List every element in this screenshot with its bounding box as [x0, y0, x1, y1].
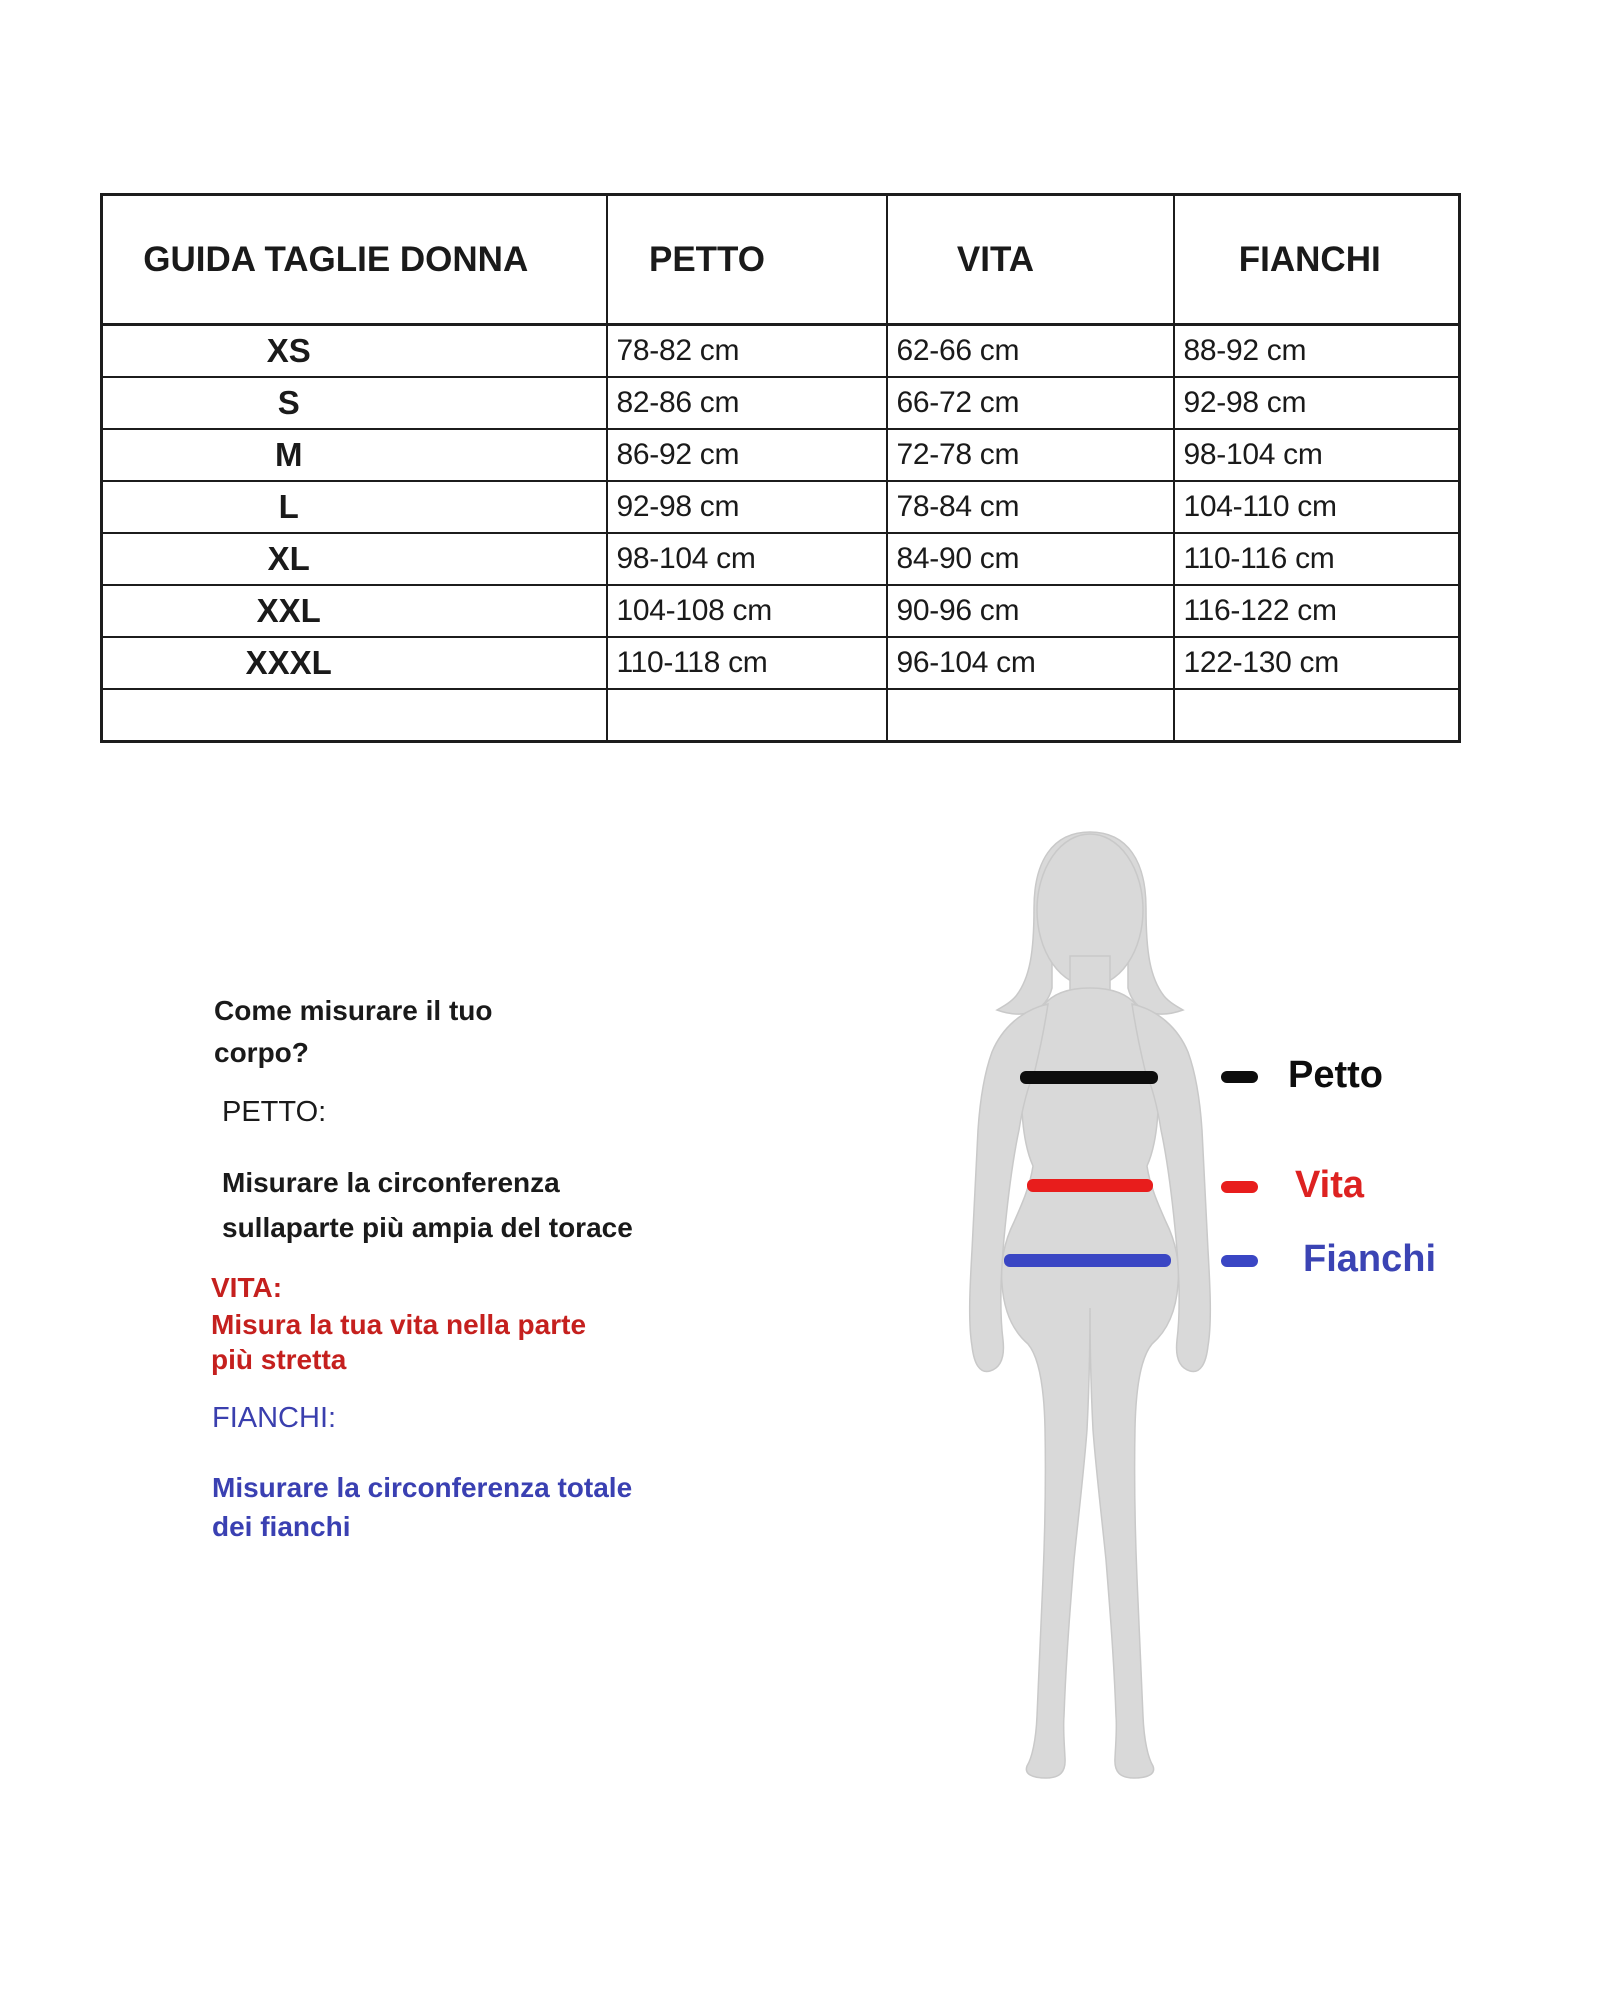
- fianchi-cell: [1174, 689, 1460, 741]
- vita-legend-dash: [1221, 1181, 1258, 1193]
- torso-legs-shape: [1002, 988, 1179, 1778]
- vita-section-label: VITA:: [211, 1272, 283, 1303]
- fianchi-section-text: [212, 1468, 632, 1546]
- size-cell: XXL: [102, 585, 607, 637]
- petto-cell: 92-98 cm: [607, 481, 887, 533]
- petto-cell: [607, 689, 887, 741]
- vita-text-line-2: più stretta: [211, 1344, 347, 1375]
- petto-legend-label: Petto: [1288, 1054, 1383, 1096]
- fianchi-cell: 110-116 cm: [1174, 533, 1460, 585]
- table-row: [102, 533, 1460, 585]
- petto-cell: 78-82 cm: [607, 325, 887, 377]
- column-header-guide: GUIDA TAGLIE DONNA: [102, 195, 607, 325]
- column-header-vita: VITA: [887, 195, 1174, 325]
- petto-cell: 110-118 cm: [607, 637, 887, 689]
- fianchi-section-label: FIANCHI:: [212, 1402, 337, 1434]
- table-row-empty: [102, 689, 1460, 741]
- fianchi-cell: 122-130 cm: [1174, 637, 1460, 689]
- vita-cell: 72-78 cm: [887, 429, 1174, 481]
- table-row: [102, 325, 1460, 377]
- hips-measure-line: [1004, 1254, 1171, 1267]
- petto-section-text: [222, 1160, 633, 1250]
- column-header-fianchi: FIANCHI: [1174, 195, 1460, 325]
- fianchi-legend-label: Fianchi: [1303, 1238, 1437, 1280]
- petto-cell: 82-86 cm: [607, 377, 887, 429]
- petto-legend-dash: [1221, 1071, 1258, 1083]
- petto-text-line-1: Misurare la circonferenza: [222, 1167, 560, 1198]
- table-row: [102, 637, 1460, 689]
- vita-legend-label: Vita: [1295, 1164, 1365, 1206]
- size-guide-table: [100, 193, 1461, 743]
- vita-cell: 66-72 cm: [887, 377, 1174, 429]
- body-silhouette: [940, 830, 1480, 1790]
- petto-cell: 98-104 cm: [607, 533, 887, 585]
- size-cell: L: [102, 481, 607, 533]
- petto-section-label: PETTO:: [222, 1096, 327, 1128]
- waist-measure-line: [1027, 1179, 1153, 1192]
- vita-text-line-1: Misura la tua vita nella parte: [211, 1309, 587, 1340]
- chest-measure-line: [1020, 1071, 1158, 1084]
- size-cell: M: [102, 429, 607, 481]
- fianchi-cell: 92-98 cm: [1174, 377, 1460, 429]
- vita-cell: 96-104 cm: [887, 637, 1174, 689]
- vita-section-text: [211, 1307, 586, 1377]
- fianchi-text-line-2: dei fianchi: [212, 1511, 351, 1542]
- table-row: [102, 429, 1460, 481]
- vita-cell: [887, 689, 1174, 741]
- table-header-row: [102, 195, 1460, 325]
- fianchi-cell: 88-92 cm: [1174, 325, 1460, 377]
- vita-cell: 90-96 cm: [887, 585, 1174, 637]
- heading-line-2: corpo?: [214, 1037, 309, 1068]
- fianchi-text-line-1: Misurare la circonferenza totale: [212, 1472, 633, 1503]
- column-header-petto: PETTO: [607, 195, 887, 325]
- fianchi-cell: 98-104 cm: [1174, 429, 1460, 481]
- how-to-measure-heading: [214, 990, 493, 1074]
- size-cell: S: [102, 377, 607, 429]
- vita-cell: 78-84 cm: [887, 481, 1174, 533]
- fianchi-legend-dash: [1221, 1255, 1258, 1267]
- petto-cell: 104-108 cm: [607, 585, 887, 637]
- fianchi-cell: 104-110 cm: [1174, 481, 1460, 533]
- size-cell: [102, 689, 607, 741]
- vita-cell: 62-66 cm: [887, 325, 1174, 377]
- petto-text-line-2: sullaparte più ampia del torace: [222, 1212, 633, 1243]
- size-cell: XS: [102, 325, 607, 377]
- table-row: [102, 377, 1460, 429]
- table-row: [102, 481, 1460, 533]
- fianchi-cell: 116-122 cm: [1174, 585, 1460, 637]
- size-cell: XXXL: [102, 637, 607, 689]
- heading-line-1: Come misurare il tuo: [214, 995, 493, 1026]
- size-cell: XL: [102, 533, 607, 585]
- table-row: [102, 585, 1460, 637]
- vita-cell: 84-90 cm: [887, 533, 1174, 585]
- petto-cell: 86-92 cm: [607, 429, 887, 481]
